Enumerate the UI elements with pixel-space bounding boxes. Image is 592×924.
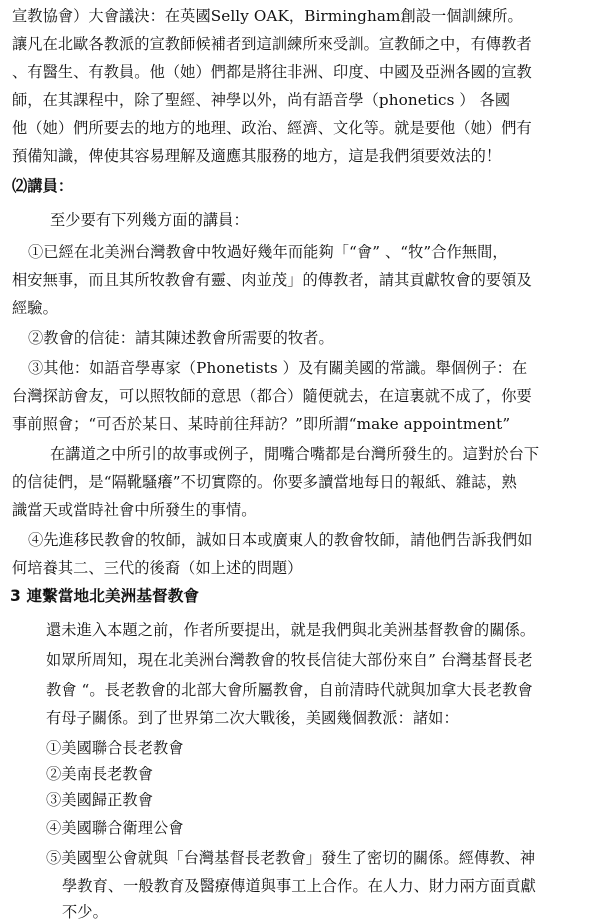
section-heading-speakers: ⑵講員： bbox=[12, 177, 74, 195]
text-line: 識當天或當時社會中所發生的事情。 bbox=[12, 501, 257, 519]
text-line: 如眾所周知，現在北美洲台灣教會的牧長信徒大部份來自” 台灣基督長老 bbox=[46, 651, 533, 669]
list-item: ①美國聯合長老教會 bbox=[46, 739, 184, 757]
text-line: 不少。 bbox=[62, 903, 108, 921]
text-line: 台灣探訪會友，可以照牧師的意思（都合）隨便就去，在這裏就不成了，你要 bbox=[12, 387, 532, 405]
list-item: ④先進移民教會的牧師，誠如日本或廣東人的教會牧師，請他們告訴我們如 bbox=[28, 531, 533, 549]
text-line: 讓凡在北歐各教派的宣教師候補者到這訓練所來受訓。宣教師之中，有傳教者 bbox=[12, 35, 532, 53]
list-item: ③美國歸正教會 bbox=[46, 791, 154, 809]
text-line: 、有醫生、有教員。他（她）們都是將往非洲、印度、中國及亞洲各國的宣教 bbox=[12, 63, 532, 81]
text-line: 宣教協會）大會議決：在英國Selly OAK，Birmingham創設一個訓練所。 bbox=[12, 7, 523, 25]
list-item: ③其他：如語音學專家（Phonetists ）及有關美國的常識。舉個例子：在 bbox=[28, 359, 528, 377]
text-line: 的信徒們，是“隔靴騷癢”不切實際的。你要多讀當地每日的報紙、雜誌，熟 bbox=[12, 473, 517, 491]
list-item: ⑤美國聖公會就與「台灣基督長老教會」發生了密切的關係。經傳教、神 bbox=[46, 849, 536, 867]
text-line: 何培養其二、三代的後裔（如上述的問題） bbox=[12, 559, 303, 577]
text-line: 還未進入本題之前，作者所要提出，就是我們與北美洲基督教會的關係。 bbox=[46, 621, 536, 639]
text-line: 在講道之中所引的故事或例子，閒嘴合嘴都是台灣所發生的。這對於台下 bbox=[50, 445, 540, 463]
list-item: ①已經在北美洲台灣教會中牧過好幾年而能夠「“會” 、“牧”合作無間， bbox=[28, 243, 508, 261]
text-line: 經驗。 bbox=[12, 299, 58, 317]
text-line: 事前照會；“可否於某日、某時前往拜訪？”即所謂“make appointment” bbox=[12, 415, 511, 433]
text-line: 他（她）們所要去的地方的地理、政治、經濟、文化等。就是要他（她）們有 bbox=[12, 119, 532, 137]
section-heading-connection: 3 連繫當地北美洲基督教會 bbox=[10, 587, 200, 605]
text-line: 學教育、一般教育及醫療傳道與事工上合作。在人力、財力兩方面貢獻 bbox=[62, 877, 536, 895]
list-item: ②教會的信徒：請其陳述教會所需要的牧者。 bbox=[28, 329, 334, 347]
list-item: ④美國聯合衛理公會 bbox=[46, 819, 184, 837]
text-line: 有母子關係。到了世界第二次大戰後，美國幾個教派：諸如： bbox=[46, 709, 459, 727]
text-line: 師，在其課程中，除了聖經、神學以外，尚有語音學（phonetics ） 各國 bbox=[12, 91, 511, 109]
text-line: 教會 “。長老教會的北部大會所屬教會，自前清時代就與加拿大長老教會 bbox=[46, 681, 533, 699]
text-line: 預備知識，俾使其容易理解及適應其服務的地方，這是我們須要效法的！ bbox=[12, 147, 502, 165]
list-item: ②美南長老教會 bbox=[46, 765, 154, 783]
text-line: 至少要有下列幾方面的講員： bbox=[50, 211, 249, 229]
text-line: 相安無事，而且其所牧教會有靈、肉並茂」的傳教者，請其貢獻牧會的要領及 bbox=[12, 271, 532, 289]
